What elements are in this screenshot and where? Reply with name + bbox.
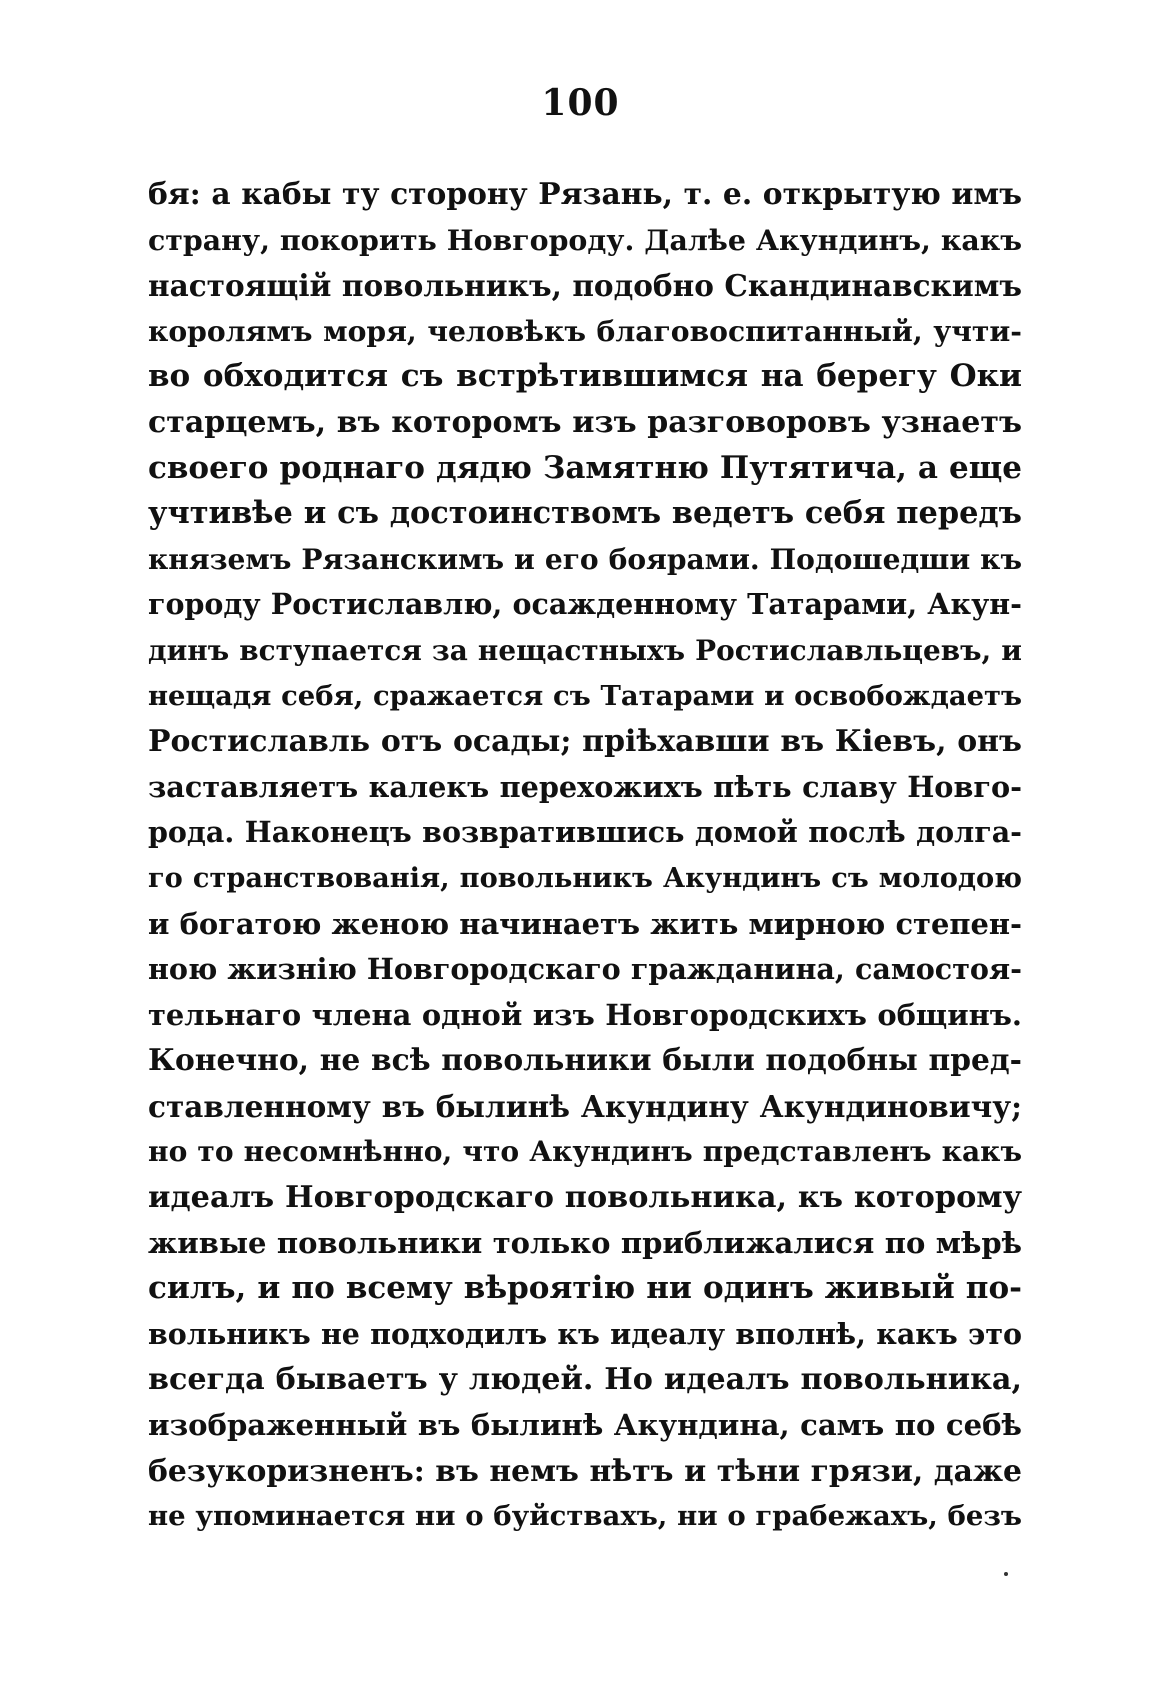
body-text [148, 172, 1022, 1540]
text-line: королямъ моря, человѣкъ благовоспитанный, учти- [148, 314, 1022, 348]
text-line: и богатою женою начинаетъ жить мирною степен- [148, 906, 1022, 941]
text-line: заставляетъ калекъ перехожихъ пѣть славу Новго- [148, 769, 1022, 804]
text-line: городу Ростиславлю, осажденному Татарами, Акун- [148, 587, 1022, 622]
text-line: княземъ Рязанскимъ и его боярами. Подошедши къ [148, 542, 1022, 576]
text-line: во обходится съ встрѣтившимся на берегу Оки [148, 358, 1022, 395]
text-line: всегда бываетъ у людей. Но идеалъ повольника, [148, 1362, 1022, 1398]
text-line: безукоризненъ: въ немъ нѣтъ и тѣни грязи, даже [148, 1453, 1022, 1489]
text-line: тельнаго члена одной изъ Новгородскихъ общинъ. [148, 997, 1022, 1032]
text-line: динъ вступается за нещастныхъ Ростиславльцевъ, и [148, 633, 1022, 667]
text-line: изображенный въ былинѣ Акундина, самъ по себѣ [148, 1408, 1022, 1443]
text-line: учтивѣе и съ достоинствомъ ведетъ себя передъ [148, 495, 1022, 532]
text-line: старцемъ, въ которомъ изъ разговоровъ узнаетъ [148, 404, 1022, 440]
text-line: своего роднаго дядю Замятню Путятича, а еще [148, 449, 1022, 486]
text-line: го странствованія, повольникъ Акундинъ съ молодою [148, 861, 1022, 894]
text-line: но то несомнѣнно, что Акундинъ представленъ какъ [148, 1135, 1022, 1169]
text-line: живые повольники только приближалися по мѣрѣ [148, 1225, 1022, 1260]
text-line: силъ, и по всему вѣроятію ни одинъ живый по- [148, 1270, 1022, 1307]
text-line: Ростиславль отъ осады; пріѣхавши въ Кіевъ, онъ [148, 724, 1022, 760]
print-speck [1004, 1572, 1008, 1576]
text-line: ставленному въ былинѣ Акундину Акундиновичу; [148, 1088, 1022, 1124]
text-line: ною жизнію Новгородскаго гражданина, самостоя- [148, 952, 1022, 987]
text-line: вольникъ не подходилъ къ идеалу вполнѣ, какъ это [148, 1316, 1022, 1351]
text-line: не упоминается ни о буйствахъ, ни о грабежахъ, безъ [148, 1500, 1022, 1533]
text-line: настоящій повольникъ, подобно Скандинавскимъ [148, 268, 1022, 304]
text-line: нещадя себя, сражается съ Татарами и освобождаетъ [148, 679, 1022, 712]
text-line: бя: а кабы ту сторону Рязань, т. е. открытую имъ [148, 177, 1022, 212]
text-line: рода. Наконецъ возвратившись домой послѣ долга- [148, 815, 1022, 850]
text-line: идеалъ Новгородскаго повольника, къ которому [148, 1180, 1022, 1216]
text-line: страну, покорить Новгороду. Далѣе Акундинъ, какъ [148, 222, 1022, 257]
text-line: Конечно, не всѣ повольники были подобны пред- [148, 1043, 1022, 1079]
page-number: 100 [541, 82, 620, 124]
